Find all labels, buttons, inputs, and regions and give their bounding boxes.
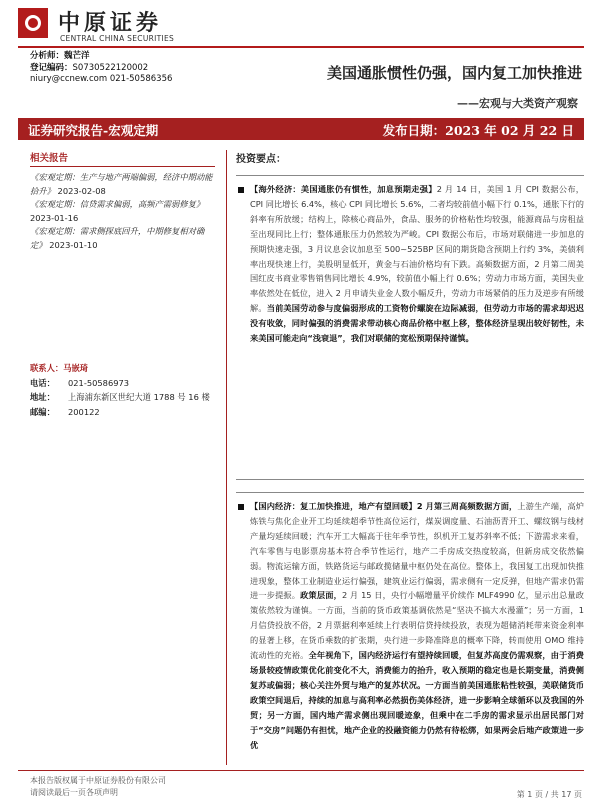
report-subtitle: ——宏观与大类资产观察: [457, 97, 578, 110]
related-reports-heading: 相关报告: [30, 150, 215, 167]
related-report-item[interactable]: 《宏观定期：生产与地产两端偏弱，经济中期动能拾升》 2023-02-08: [30, 172, 213, 196]
contact-zip: 200122: [68, 406, 100, 417]
related-report-item[interactable]: 《宏观定期：需求侧探底回升，中期修复相对确定》 2023-01-10: [30, 226, 205, 250]
related-report-item[interactable]: 《宏观定期：信贷需求偏弱，高频产需弱修复》 2023-01-16: [30, 199, 205, 223]
contact-info: [30, 361, 210, 419]
square-bullet-icon: [238, 187, 244, 193]
analyst-name-row: 分析师：魏芒洋: [30, 51, 90, 61]
overseas-body: 2 月 14 日，美国 1 月 CPI 数据公布，CPI 同比增长 6.4%，核心 CPI 同比增长 5.6%，二者均较前值小幅下行 0.1%，通胀下行的斜率有所放缓；结构上，除核心商品外，食品、服务的价格粘性均较强，能源商品与房租益至出现同比上行；整体通胀压力仍然较为严峻。CPI 数据公布后，市场对联储进一步加息的预期快速走强，3 月议息会议加息至 500~525BP 区间的期货隐含预期上行约 3%，美债利率出现快速上行，美股明显低开，黄金与石油价格均有下跌。高频数据方面，2 月第二周美国红皮书商业零售销售同比增长 4.9%，较前值小幅上行 0.6%；劳动力市场方面，美国失业率依然处在低位，进入 2 月申请失业金人数小幅反升，劳动力市场紧俏的压力及逆步有所缓解。: [250, 184, 584, 314]
related-reports-list: [30, 171, 220, 252]
analyst-info: [30, 51, 172, 86]
domestic-economy-section: [236, 492, 584, 794]
overseas-conclusion: 当前美国劳动参与度偏弱形成的工资物价螺旋在边际减弱，但劳动力市场的需求却迟迟没有收敛，同时偏强的消费需求带动核心商品价格中枢上移，整体经济呈现出较好韧性，未来美国可能走向“浅衰退”，我们对联储的宽松预期保持谨慎。: [250, 303, 584, 344]
page-number: 第 1 页 / 共 17 页: [516, 790, 582, 799]
publish-date: 发布日期：2023 年 02 月 22 日: [382, 123, 574, 138]
contact-person: 联系人：马嵌琦: [30, 363, 89, 373]
report-category: 证券研究报告-宏观定期: [28, 123, 159, 138]
contact-address: 上海浦东新区世纪大道 1788 号 16 楼: [68, 392, 210, 402]
disclaimer-link[interactable]: 请阅读最后一页各项声明: [30, 788, 118, 797]
overseas-economy-section: [236, 175, 584, 480]
key-points-heading: 投资要点：: [236, 154, 286, 165]
footer-disclaimer: [30, 775, 166, 799]
analyst-contact: niury@ccnew.com 021-50586356: [30, 74, 173, 84]
analyst-reg: S0730522120002: [72, 62, 149, 73]
logo-name-en: CENTRAL CHINA SECURITIES: [60, 34, 175, 43]
domestic-hf-head: 2 月第三周高频数据方面，: [416, 501, 518, 511]
company-logo: [18, 6, 198, 46]
domestic-policy-body: 2 月 15 日，央行小幅增量平价续作 MLF4990 亿，显示出总量政策依然较为谨慎。一方面，当前的货币政策基调依然是“坚决不搞大水漫灌”；另一方面，1 月信贷投放不俗，2 月票据利率延续上行表明信贷持续投放，表现为超储消耗带来资金利率的显著上移，在货币乘数的扩张期，央行进一步降准降息的概率下降，转而使用 OMO 维持流动性的充裕。: [250, 590, 584, 661]
sidebar: [30, 150, 220, 252]
footer-divider: [18, 770, 584, 771]
analyst-reg-row: 登记编码：S0730522120002: [30, 62, 149, 73]
column-divider: [226, 150, 227, 765]
copyright-notice: 本报告版权属于中原证券股份有限公司: [30, 776, 166, 785]
key-points: [236, 150, 584, 794]
report-title: 美国通胀惯性仍强，国内复工加快推进: [326, 64, 582, 82]
logo-name-cn: 中原证券: [58, 10, 163, 36]
logo-mark-icon: [18, 8, 48, 38]
contact-phone: 021-50586973: [68, 377, 130, 388]
domestic-body: 上游生产端，高炉炼铁与焦化企业开工均延续超季节性高位运行，煤炭调度量、石油沥青开工、螺纹钢与线材产量均延续回暖；汽车开工大幅高于往年季节性，织机开工复苏斜率不低；下游需求来看，汽车零售与电影票房基本符合季节性运行，地产二手房成交热度较高，但新房成交依然偏弱。物流运输方面，铁路货运与邮政揽储量中枢仍处在高位。整体上，我国复工出现加快推进现象，整体工业制造业运行偏强，建筑业运行偏弱，需求侧有一定反弹，但地产需求仍需进一步提振。: [250, 501, 584, 601]
contact-address-row: 地址： 上海浦东新区世纪大道 1788 号 16 楼: [30, 392, 210, 402]
domestic-conclusion: 全年视角下，国内经济运行有望持续回暖，但复苏高度仍需观察，由于消费场景较疫情政策优化前变化不大，消费能力的抬升，收入预期的稳定也是长期变量，消费侧复苏或偏弱；核心关注外贸与地产的复苏状况。一方面当前美国通胀粘性较强，美联储货币政策空间退后，持续的加息与高利率必然损伤美体经济，进一步影响全球循环以及我国的外贸；另一方面，国内地产需求侧出现回暖迹象，但乘中在二手房的需求显示出居民部门对于“交房”问题仍有担忧，地产企业的投融资能力仍然有待松绑，如果两会后地产政策进一步优: [250, 650, 584, 750]
contact-phone-row: 电话： 021-50586973: [30, 377, 130, 388]
contact-zip-row: 邮编： 200122: [30, 406, 100, 417]
square-bullet-icon: [238, 504, 244, 510]
report-banner: [18, 118, 584, 140]
analyst-name: 魏芒洋: [64, 51, 90, 61]
domestic-policy-head: 政策层面，: [300, 590, 342, 601]
overseas-lead: 【海外经济：美国通胀仍有惯性，加息预期走强】: [250, 184, 437, 194]
domestic-lead: 【国内经济：复工加快推进，地产有望回暖】: [250, 501, 417, 511]
header-divider: [18, 46, 584, 48]
